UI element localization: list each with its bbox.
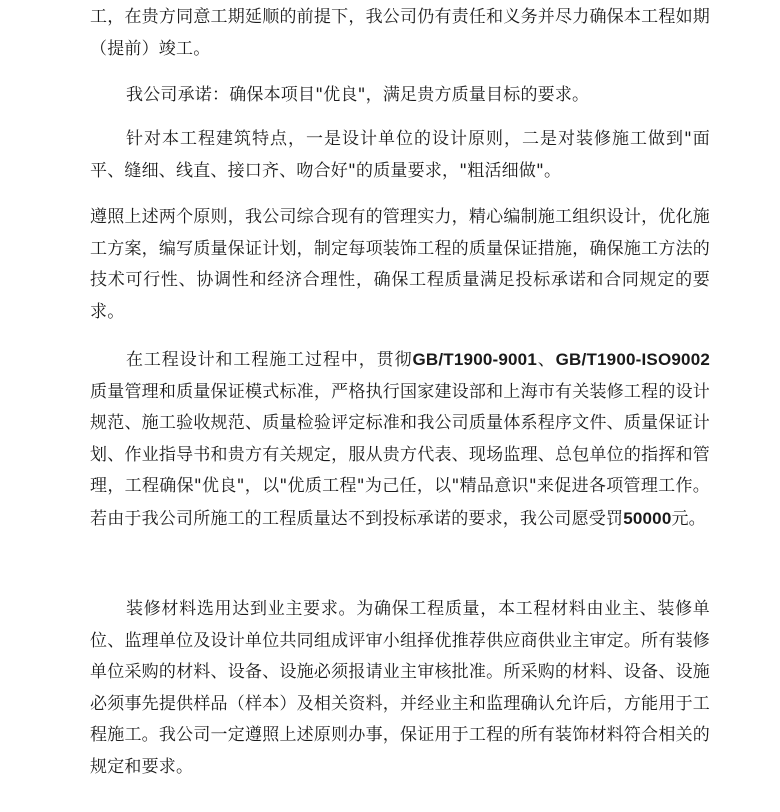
standard-code-iso9002: GB/T1900-ISO9002 [555,350,711,369]
penalty-amount: 50000 [623,508,672,528]
paragraph-quality-commitment: 我公司承诺：确保本项目"优良"，满足贵方质量目标的要求。 [126,85,590,105]
standards-body-text: 质量管理和质量保证模式标准，严格执行国家建设部和上海市有关装修工程的设计规范、施工验收规范、质量检验评定标准和我公司质量体系程序文件、质量保证计划、作业指导书和贵方有关规定，服从贵方代表、现场监理、总包单位的指挥和管理，工程确保"优良"，以"优质工程"为己任，以"精品意识"来促进各项管理工作。若由于我公司所施工的工程质量达不到投标承诺的要求，我公司愿受罚 [90,381,710,529]
paragraph-materials-selection: 装修材料选用达到业主要求。为确保工程质量，本工程材料由业主、装修单位、监理单位及设计单位共同组成评审小组择优推荐供应商供业主审定。所有装修单位采购的材料、设备、设施必须报请业主审核批准。所采购的材料、设备、设施必须事先提供样品（样本）及相关资料，并经业主和监理确认允许后，方能用于工程施工。我公司一定遵照上述原则办事，保证用于工程的所有装饰材料符合相关的规定和要求。 [90,599,710,777]
standards-intro-text: 在工程设计和工程施工过程中，贯彻 [126,350,413,370]
standard-code-9001: GB/T1900-9001 [412,350,537,369]
paragraph-quality-standards [90,344,710,536]
standard-separator: 、 [537,350,556,370]
paragraph-construction-organization: 遵照上述两个原则，我公司综合现有的管理实力，精心编制施工组织设计，优化施工方案，编写质量保证计划，制定每项装饰工程的质量保证措施，确保施工方法的技术可行性、协调性和经济合理性，确保工程质量满足投标承诺和合同规定的要求。 [90,207,710,322]
paragraph-design-principles: 针对本工程建筑特点，一是设计单位的设计原则，二是对装修施工做到"面平、缝细、线直、接口齐、吻合好"的质量要求，"粗活细做"。 [90,129,710,181]
paragraph-schedule-continuation: 工，在贵方同意工期延顺的前提下，我公司仍有责任和义务并尽力确保本工程如期（提前）竣工。 [90,7,710,59]
penalty-unit-text: 元。 [671,508,706,529]
